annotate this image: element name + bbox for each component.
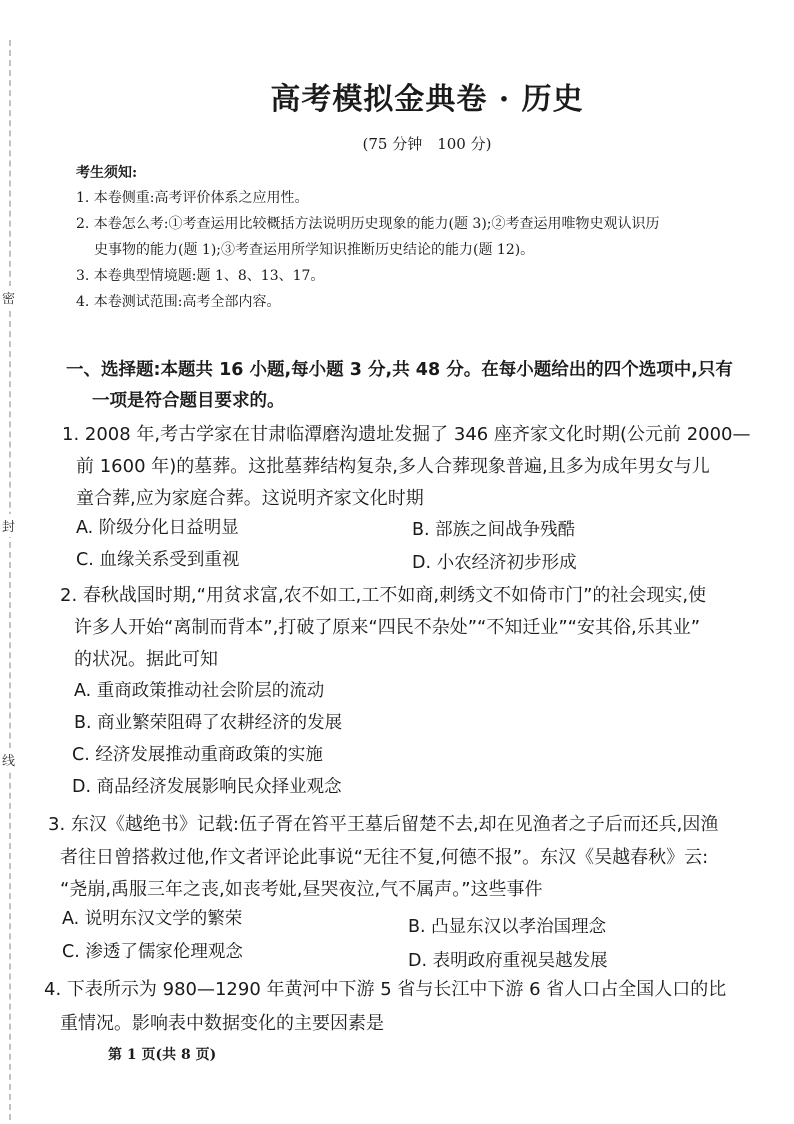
binding-line [9,40,13,1120]
question-2-stem: 2. 春秋战国时期,“用贫求富,农不如工,工不如商,刺绣文不如倚市门”的社会现实,使 [60,585,707,606]
question-1-option-c[interactable]: C. 血缘关系受到重视 [76,550,240,570]
gutter-mark-mi: 密 [2,286,15,309]
notice-item: 1. 本卷侧重:高考评价体系之应用性。 [76,190,309,206]
question-3-option-b[interactable]: B. 凸显东汉以孝治国理念 [408,917,607,937]
question-3-option-c[interactable]: C. 渗透了儒家伦理观念 [62,942,243,962]
question-2-option-c[interactable]: C. 经济发展推动重商政策的实施 [72,745,323,765]
notice-item: 3. 本卷典型情境题:题 1、8、13、17。 [76,268,325,284]
question-1-stem: 1. 2008 年,考古学家在甘肃临潭磨沟遗址发掘了 346 座齐家文化时期(公元前 2000— [62,424,751,445]
question-1-option-b[interactable]: B. 部族之间战争残酷 [412,520,576,540]
question-1-stem-cont: 前 1600 年)的墓葬。这批墓葬结构复杂,多人合葬现象普遍,且多为成年男女与儿 [76,456,710,477]
question-2-stem-cont: 许多人开始“离制而背本”,打破了原来“四民不杂处”“不知迁业”“安其俗,乐其业” [74,617,701,638]
question-3-option-d[interactable]: D. 表明政府重视吴越发展 [408,951,608,971]
exam-duration-score: (75 分钟 100 分) [362,135,492,153]
notice-item: 史事物的能力(题 1);③考查运用所学知识推断历史结论的能力(题 12)。 [94,242,535,258]
question-2-option-a[interactable]: A. 重商政策推动社会阶层的流动 [74,681,325,701]
notice-item: 4. 本卷测试范围:高考全部内容。 [76,294,281,310]
page-title: 高考模拟金典卷 · 历史 [270,82,584,117]
question-4-stem-cont: 重情况。影响表中数据变化的主要因素是 [60,1013,384,1034]
gutter-mark-feng: 封 [2,514,15,537]
question-2-option-b[interactable]: B. 商业繁荣阻碍了农耕经济的发展 [74,713,343,733]
section-heading: 一、选择题:本题共 16 小题,每小题 3 分,共 48 分。在每小题给出的四个选项中,只有 [66,360,733,380]
question-3-stem-cont: 者往日曾搭救过他,作文者评论此事说“无往不复,何德不报”。东汉《吴越春秋》云: [60,847,709,868]
question-2-option-d[interactable]: D. 商品经济发展影响民众择业观念 [72,777,342,797]
question-1-option-d[interactable]: D. 小农经济初步形成 [412,553,577,573]
gutter-mark-xian: 线 [2,748,15,771]
question-1-option-a[interactable]: A. 阶级分化日益明显 [76,518,239,538]
question-2-stem-cont: 的状况。据此可知 [74,649,218,670]
question-3-option-a[interactable]: A. 说明东汉文学的繁荣 [62,909,243,929]
section-heading-cont: 一项是符合题目要求的。 [92,391,285,411]
page-number: 第 1 页(共 8 页) [108,1047,217,1063]
question-3-stem-cont: “尧崩,禹服三年之丧,如丧考妣,昼哭夜泣,气不属声。”这些事件 [60,879,543,900]
question-3-stem: 3. 东汉《越绝书》记载:伍子胥在笞平王墓后留楚不去,却在见渔者之子后而还兵,因渔 [48,814,719,835]
question-1-stem-cont: 童合葬,应为家庭合葬。这说明齐家文化时期 [76,488,424,509]
question-4-stem: 4. 下表所示为 980—1290 年黄河中下游 5 省与长江中下游 6 省人口占全国人口的比 [44,979,727,1000]
notice-item: 2. 本卷怎么考:①考查运用比较概括方法说明历史现象的能力(题 3);②考查运用唯物史观认识历 [76,216,660,232]
notice-heading: 考生须知: [76,165,138,181]
